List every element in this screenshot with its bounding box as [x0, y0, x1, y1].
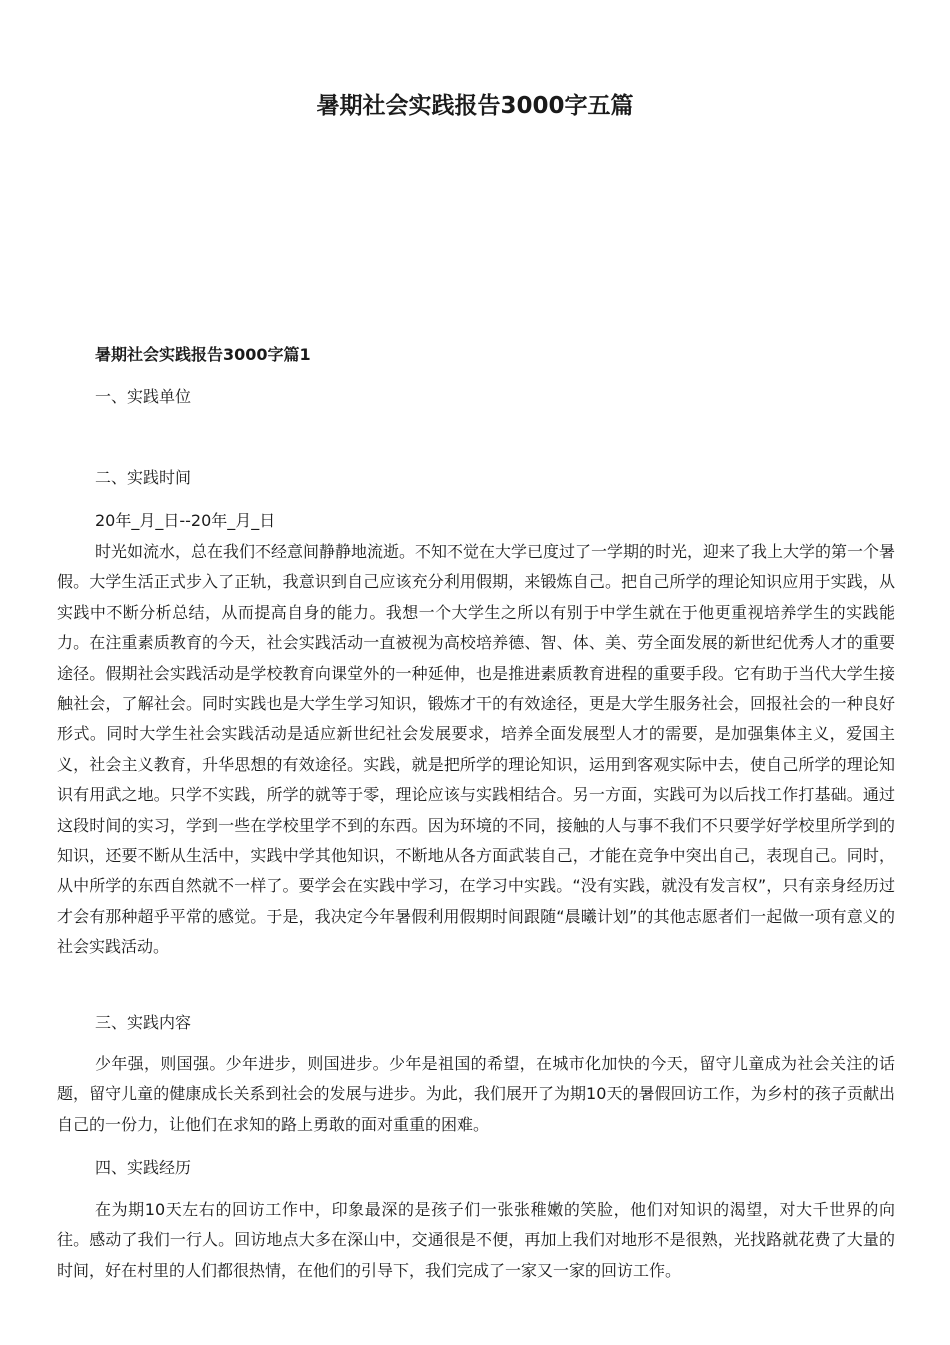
heading-practice-unit: 一、实践单位 — [95, 387, 192, 406]
heading-practice-content: 三、实践内容 — [95, 1013, 192, 1032]
paragraph-experience: 在为期10天左右的回访工作中，印象最深的是孩子们一张张稚嫩的笑脸，他们对知识的渴望，对大千世界的向往。感动了我们一行人。回访地点大多在深山中，交通很是不便，再加上我们对地形不是很熟，光找路就花费了大量的时间，好在村里的人们都很热情，在他们的引导下，我们完成了一家又一家的回访工作。 — [57, 1200, 895, 1280]
paragraph-content: 少年强，则国强。少年进步，则国进步。少年是祖国的希望，在城市化加快的今天，留守儿童成为社会关注的话题，留守儿童的健康成长关系到社会的发展与进步。为此，我们展开了为期10天的暑假回访工作，为乡村的孩子贡献出自己的一份力，让他们在求知的路上勇敢的面对重重的困难。 — [57, 1054, 895, 1134]
heading-practice-experience: 四、实践经历 — [95, 1158, 192, 1177]
heading-practice-time: 二、实践时间 — [95, 468, 192, 487]
paragraph-intro: 时光如流水，总在我们不经意间静静地流逝。不知不觉在大学已度过了一学期的时光，迎来了我上大学的第一个暑假。大学生活正式步入了正轨，我意识到自己应该充分利用假期，来锻炼自己。把自己所学的理论知识应用于实践，从实践中不断分析总结，从而提高自身的能力。我想一个大学生之所以有别于中学生就在于他更重视培养学生的实践能力。在注重素质教育的今天，社会实践活动一直被视为高校培养德、智、体、美、劳全面发展的新世纪优秀人才的重要途径。假期社会实践活动是学校教育向课堂外的一种延伸，也是推进素质教育进程的重要手段。它有助于当代大学生接触社会，了解社会。同时实践也是大学生学习知识，锻炼才干的有效途径，更是大学生服务社会，回报社会的一种良好形式。同时大学生社会实践活动是适应新世纪社会发展要求，培养全面发展型人才的需要，是加强集体主义，爱国主义，社会主义教育，升华思想的有效途径。实践，就是把所学的理论知识，运用到客观实际中去，使自己所学的理论知识有用武之地。只学不实践，所学的就等于零，理论应该与实践相结合。另一方面，实践可为以后找工作打基础。通过这段时间的实习，学到一些在学校里学不到的东西。因为环境的不同，接触的人与事不我们不只要学好学校里所学到的知识，还要不断从生活中，实践中学其他知识，不断地从各方面武装自己，才能在竞争中突出自己，表现自己。同时，从中所学的东西自然就不一样了。要学会在实践中学习，在学习中实践。“没有实践，就没有发言权”，只有亲身经历过才会有那种超乎平常的感觉。于是，我决定今年暑假利用假期时间跟随“晨曦计划”的其他志愿者们一起做一项有意义的社会实践活动。 — [57, 542, 896, 957]
article-title: 暑期社会实践报告3000字篇1 — [95, 345, 311, 364]
document-title: 暑期社会实践报告3000字五篇 — [316, 93, 634, 119]
date-range: 20年_月_日--20年_月_日 — [95, 511, 276, 530]
